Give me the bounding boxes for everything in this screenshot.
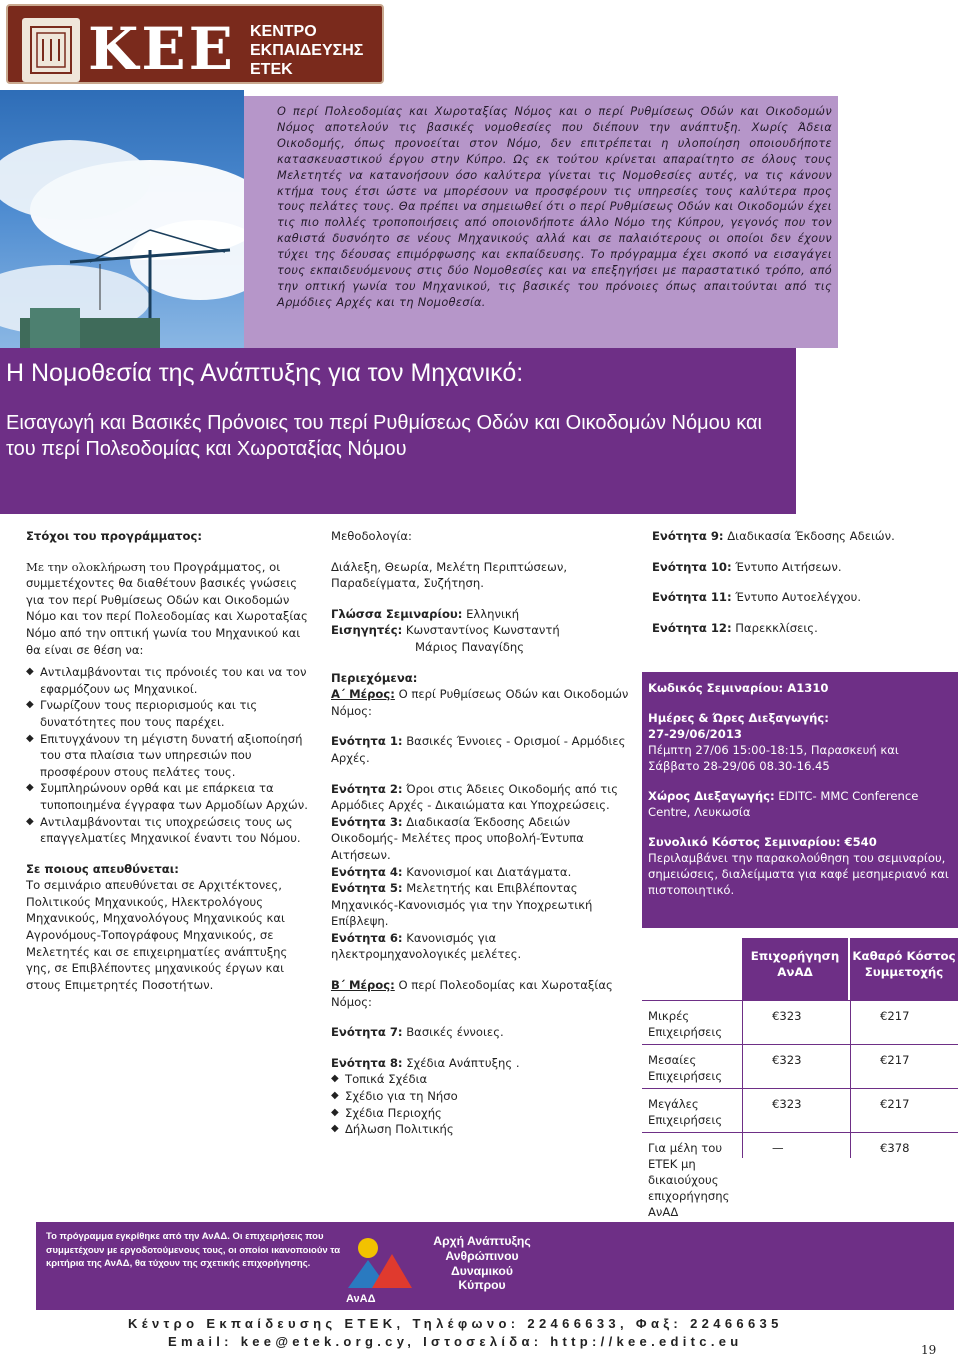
unit-10	[652, 559, 952, 576]
part-a-label: Α΄ Μέρος:	[331, 687, 395, 702]
unit-text: Παρεκκλίσεις.	[731, 620, 818, 635]
net-value: €217	[880, 1053, 910, 1067]
cost-table-header	[742, 938, 958, 1000]
method-text: Διάλεξη, Θεωρία, Μελέτη Περιπτώσεων, Παραδείγματα, Συζήτηση.	[331, 559, 568, 591]
unit-4	[331, 864, 631, 881]
goals-heading: Στόχοι του προγράμματος:	[26, 529, 203, 543]
header-net-cost: Καθαρό Κόστος Συμμετοχής	[852, 949, 956, 979]
contents-heading: Περιεχόμενα:	[331, 670, 418, 685]
unit-7	[331, 1024, 631, 1041]
plan-bullet	[331, 1105, 631, 1122]
goals-lead-serif: Με την ολοκλήρωση του	[26, 559, 170, 574]
grant-value: €323	[772, 1009, 802, 1023]
venue-value: EDITC- MMC Conference Centre, Λευκωσία	[648, 789, 919, 819]
plan-text: Δήλωση Πολιτικής	[345, 1122, 454, 1137]
unit-label: Ενότητα 1:	[331, 734, 403, 749]
anad-emblem-icon	[338, 1228, 428, 1306]
unit-11	[652, 589, 952, 606]
unit-label: Ενότητα 6:	[331, 930, 403, 945]
row-label: Για μέλη του ΕΤΕΚ μη δικαιούχους επιχορήγησης ΑνΑΔ	[648, 1141, 730, 1219]
diamond-icon: ◆	[26, 732, 34, 744]
language-line	[331, 606, 631, 623]
seminar-info-box	[642, 672, 958, 928]
plan-text: Σχέδιο για τη Νήσο	[345, 1089, 458, 1104]
unit-9	[652, 528, 952, 545]
unit-label: Ενότητα 2:	[331, 781, 403, 796]
approval-text: Το πρόγραμμα εγκρίθηκε από την ΑνΑΔ. Οι επιχειρήσεις που συμμετέχουν με εργοδοτούμενους τους, οι οποίοι ικανοποιούν τα κριτήρια της ΑνΑΔ, θα τύχουν της σχετικής επιχορήγησης.	[46, 1231, 341, 1269]
logo-banner	[6, 4, 384, 84]
logo-sub-line: ΚΕΝΤΡΟ	[250, 23, 317, 40]
anad-short: ΑνΑΔ	[346, 1293, 376, 1305]
part-b-label: Β΄ Μέρος:	[331, 978, 395, 993]
kee-logo	[0, 0, 390, 88]
goal-text: Αντιλαμβάνονται τις υποχρεώσεις τους ως επαγγελματίες Μηχανικοί έναντι του Νόμου.	[40, 814, 301, 846]
unit-label: Ενότητα 12:	[652, 620, 732, 635]
contact-email-line: Email: kee@etek.org.cy, Ιστοσελίδα: http://kee.editc.eu	[168, 1334, 743, 1349]
goal-text: Επιτυγχάνουν τη μέγιστη δυνατή αξιοποίησή του στα πλαίσια των υπηρεσιών που προσφέρουν στους πελάτες τους.	[40, 731, 303, 779]
contact-phone-line: Κέντρο Εκπαίδευσης ΕΤΕΚ, Τηλέφωνο: 22466633, Φαξ: 22466635	[128, 1316, 783, 1331]
diamond-icon: ◆	[26, 699, 34, 711]
approval-banner	[36, 1222, 954, 1310]
part-a-text: Ο περί Ρυθμίσεως Οδών και Οικοδομών Νόμος:	[331, 687, 629, 718]
intro-box	[244, 96, 838, 348]
unit-12	[652, 620, 952, 637]
unit-label: Ενότητα 9:	[652, 529, 724, 543]
logo-kee-text: KEE	[88, 15, 236, 83]
page-subtitle: Εισαγωγή και Βασικές Πρόνοιες του περί Ρυθμίσεως Οδών και Οικοδομών Νόμου και του περί Πολεοδομίας και Χωροταξίας Νόμου	[6, 412, 762, 460]
goal-bullet	[26, 731, 314, 781]
diamond-icon: ◆	[331, 1123, 339, 1135]
table-row	[642, 1002, 958, 1044]
net-value: €378	[880, 1141, 910, 1155]
unit-text: Κανονισμοί και Διατάγματα.	[402, 864, 572, 879]
unit-text: Βασικές Έννοιες - Ορισμοί - Αρμόδιες Αρχές.	[331, 734, 626, 765]
cost-table	[642, 938, 958, 1222]
unit-text: Βασικές έννοιες.	[402, 1025, 504, 1040]
emblem-icon	[22, 18, 80, 82]
unit-8	[331, 1055, 631, 1072]
intro-text: Ο περί Πολεοδομίας και Χωροταξίας Νόμος και ο περί Ρυθμίσεως Οδών και Οικοδομών Νόμος αποτελούν τις βασικές νομοθεσίες που διέπουν την ανάπτυξη. Χωρίς Άδεια Οικοδομής, όπως προνοείται στον Νόμο, δεν επιτρέπεται η υλοποίηση οποιουδήποτε κατασκευαστικού έργου στην Κύπρο. Ως εκ τούτου κρίνεται απαραίτητο σε όλους τους Μελετητές να κατανοήσουν όσο καλύτερα γίνεται τις Νομοθεσίες αυτές, να τις κάνουν κτήμα τους έτσι ώστε να μπορέσουν να προσφέρουν τις υπηρεσίες τους καλύτερα προς τους πελάτες τους. Θα πρέπει να σημειωθεί ότι ο περί Ρυθμίσεως Οδών και Οικοδομών έχει τις πιο πολλές τροποποιήσεις από οποιονδήποτε άλλο Νόμο της Κύπρου, γεγονός που τον καθιστά δυσνόητο σε νέους Μηχανικούς αλλά και σε παλαιότερους οι οποίοι δεν έχουν τύχει της δέουσας επιμόρφωσης και εκπαίδευσης. Το πρόγραμμα έχει σκοπό να εισαγάγει τους εκπαιδευόμενους στις δύο Νομοθεσίες και να επεξηγήσει με παραστατικό τρόπο, από την οπτική γωνία του Μηχανικού, τις βασικές του πρόνοιες όπως απαιτούνται από τις Αρμόδιες Αρχές και τη Νομοθεσία.	[277, 105, 832, 309]
part-a	[331, 686, 631, 719]
column-goals	[26, 528, 314, 993]
unit-1	[331, 733, 631, 766]
crane-photo	[0, 90, 244, 348]
unit-text: Κανονισμός για ηλεκτρομηχανολογικές μελέτες.	[331, 930, 522, 962]
net-value: €217	[880, 1009, 910, 1023]
row-label: Μεσαίες Επιχειρήσεις	[648, 1053, 723, 1083]
diamond-icon: ◆	[26, 782, 34, 794]
table-row	[642, 1134, 958, 1220]
cost-label: Συνολικό Κόστος Σεμιναρίου: €540	[648, 835, 877, 849]
unit-text: Διαδικασία Έκδοσης Αδειών Οικοδομής- Μελέτες προς υποβολή-Έντυπα Αιτήσεων.	[331, 814, 584, 862]
unit-text: Σχέδια Ανάπτυξης .	[402, 1055, 520, 1070]
unit-label: Ενότητα 7:	[331, 1025, 403, 1040]
unit-label: Ενότητα 5:	[331, 881, 403, 896]
unit-5	[331, 880, 631, 930]
anad-logo	[338, 1228, 531, 1306]
goal-text: Γνωρίζουν τους περιορισμούς και τις δυνατότητες που τους παρέχει.	[40, 698, 258, 729]
unit-text: Έντυπο Αυτοελέγχου.	[731, 590, 862, 605]
language-label: Γλώσσα Σεμιναρίου:	[331, 606, 463, 621]
unit-label: Ενότητα 10:	[652, 559, 732, 574]
unit-label: Ενότητα 8:	[331, 1055, 403, 1070]
anad-name: Αρχή Ανάπτυξης Ανθρώπινου Δυναμικού Κύπρου	[433, 1234, 531, 1293]
unit-text: Όροι στις Άδειες Οικοδομής από τις Αρμόδιες Αρχές - Δικαιώματα και Υποχρεώσεις.	[331, 781, 619, 813]
table-row	[642, 1090, 958, 1132]
goal-bullet	[26, 664, 314, 697]
dates-label: Ημέρες & Ώρες Διεξαγωγής:	[648, 711, 829, 725]
goal-bullet	[26, 697, 314, 730]
language-value: Ελληνική	[462, 606, 520, 621]
column-units	[652, 528, 952, 636]
goal-bullet	[26, 814, 314, 847]
unit-label: Ενότητα 11:	[652, 590, 732, 605]
grant-value: €323	[772, 1097, 802, 1111]
unit-6	[331, 930, 631, 963]
header-grant: Επιχορήγηση ΑνΑΔ	[750, 949, 840, 979]
dates-detail: Πέμπτη 27/06 15:00-18:15, Παρασκευή και Σάββατο 28-29/06 08.30-16.45	[648, 743, 899, 773]
unit-3	[331, 814, 631, 864]
speakers-line	[331, 622, 631, 639]
speaker-2: Μάριος Παναγίδης	[415, 639, 525, 654]
goals-lead-rest: Προγράμματος, οι συμμετέχοντες θα διαθέτουν βασικές γνώσεις για τον περί Ρυθμίσεως Οδών και Οικοδομών Νόμο και τον περί Πολεοδομίας και Χωροταξίας Νόμο από την οπτική γωνία του Μηχανικού και θα είναι σε θέση να:	[26, 559, 308, 657]
goal-bullet	[26, 780, 314, 813]
table-row	[642, 1046, 958, 1088]
method-heading: Μεθοδολογία:	[331, 529, 412, 543]
logo-subtitle	[250, 22, 363, 79]
seminar-code: Κωδικός Σεμιναρίου: A1310	[648, 681, 829, 695]
venue-label: Χώρος Διεξαγωγής:	[648, 789, 775, 803]
unit-text: Διαδικασία Έκδοσης Αδειών.	[723, 529, 895, 543]
row-label: Μεγάλες Επιχειρήσεις	[648, 1097, 723, 1127]
net-value: €217	[880, 1097, 910, 1111]
logo-sub-line: ΕΚΠΑΙΔΕΥΣΗΣ	[250, 42, 364, 59]
diamond-icon: ◆	[26, 815, 34, 827]
audience-text: Το σεμινάριο απευθύνεται σε Αρχιτέκτονες, Πολιτικούς Μηχανικούς, Ηλεκτρολόγους Μηχανικούς, Μηχανολόγους Μηχανικούς και Αγρονόμους-Τοπογράφους Μηχανικούς, σε Μελετητές και σε επιχειρηματίες ανάπτυξης γης, σε Επιβλέποντες μηχανικούς έργων και στους Επιμετρητές Ποσοτήτων.	[26, 878, 288, 992]
row-label: Μικρές Επιχειρήσεις	[648, 1009, 723, 1039]
title-box	[0, 348, 796, 514]
unit-label: Ενότητα 4:	[331, 864, 403, 879]
cost-text: Περιλαμβάνει την παρακολούθηση του σεμιναρίου, σημειώσεις, διαλείμματα για καφέ μεσημεριανό και πιστοποιητικό.	[648, 851, 949, 897]
plan-bullet	[331, 1088, 631, 1105]
venue-line	[648, 788, 952, 820]
part-b	[331, 977, 631, 1010]
speaker-1: Κωνσταντίνος Κωνσταντή	[402, 623, 560, 638]
plan-text: Τοπικά Σχέδια	[345, 1072, 428, 1087]
grant-value: —	[772, 1141, 784, 1155]
diamond-icon: ◆	[331, 1090, 339, 1102]
unit-text: Μελετητής και Επιβλέποντας Μηχανικός-Κανονισμός για την Υποχρεωτική Επίβλεψη.	[331, 881, 593, 929]
plan-bullet	[331, 1121, 631, 1138]
grant-value: €323	[772, 1053, 802, 1067]
diamond-icon: ◆	[26, 666, 34, 678]
speakers-label: Εισηγητές:	[331, 623, 403, 638]
unit-label: Ενότητα 3:	[331, 814, 403, 829]
audience-heading: Σε ποιους απευθύνεται:	[26, 861, 179, 876]
plan-text: Σχέδια Περιοχής	[345, 1105, 442, 1120]
goal-text: Αντιλαμβάνονται τις πρόνοιές του και να τον εφαρμόζουν ως Μηχανικοί.	[40, 665, 307, 696]
goal-text: Συμπληρώνουν ορθά και με επάρκεια τα τυποποιημένα έγγραφα των Αρμοδίων Αρχών.	[40, 781, 308, 812]
unit-text: Έντυπο Αιτήσεων.	[731, 559, 842, 574]
page-title: Η Νομοθεσία της Ανάπτυξης για τον Μηχανικό:	[6, 359, 524, 387]
column-methodology	[331, 528, 631, 1138]
diamond-icon: ◆	[331, 1106, 339, 1118]
logo-sub-line: ΕΤΕΚ	[250, 61, 293, 78]
dates-value: 27-29/06/2013	[648, 727, 742, 741]
contact-footer	[0, 1314, 960, 1357]
page-number: 19	[921, 1343, 937, 1357]
goals-intro	[26, 559, 314, 659]
part-b-text: Ο περί Πολεοδομίας και Χωροταξίας Νόμος:	[331, 978, 613, 1009]
unit-2	[331, 781, 631, 814]
diamond-icon: ◆	[331, 1073, 339, 1085]
plan-bullet	[331, 1071, 631, 1088]
